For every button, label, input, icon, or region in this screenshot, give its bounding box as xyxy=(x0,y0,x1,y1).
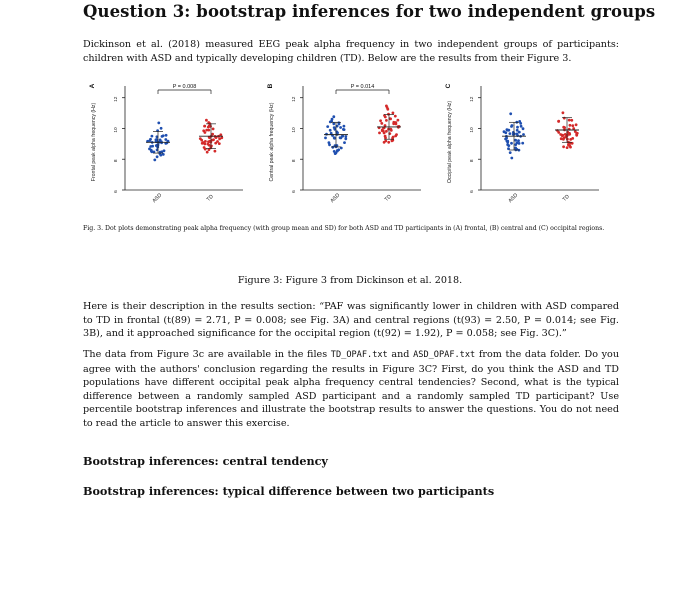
data-point xyxy=(507,129,510,132)
data-point xyxy=(201,142,204,145)
y-tick-label: 12 xyxy=(114,96,119,102)
y-tick-label: 10 xyxy=(114,127,119,133)
data-point xyxy=(562,111,565,114)
data-point xyxy=(392,112,395,115)
data-point xyxy=(332,115,335,118)
data-point xyxy=(384,116,387,119)
data-point xyxy=(205,119,208,122)
data-point xyxy=(164,138,167,141)
data-point xyxy=(338,123,341,126)
data-point xyxy=(206,151,209,154)
figure-caption: Figure 3: Figure 3 from Dickinson et al. 2018. xyxy=(237,275,463,286)
data-point xyxy=(522,133,525,136)
y-tick-label: 10 xyxy=(292,127,297,133)
data-point xyxy=(389,128,392,131)
data-point xyxy=(160,127,163,130)
data-point xyxy=(385,130,388,133)
data-point xyxy=(331,146,334,149)
data-point xyxy=(571,124,574,127)
y-tick-label: 8 xyxy=(292,159,297,163)
data-point xyxy=(385,119,388,122)
data-point xyxy=(203,143,206,146)
data-point xyxy=(207,143,210,146)
x-tick-label: TD xyxy=(205,193,215,203)
p-value-label: P = 0.014 xyxy=(350,84,375,90)
data-point xyxy=(218,142,221,145)
data-point xyxy=(572,127,575,130)
data-point xyxy=(159,139,162,142)
data-point xyxy=(379,119,382,122)
data-point xyxy=(510,157,513,160)
y-tick-label: 6 xyxy=(470,190,475,193)
data-point xyxy=(384,137,387,140)
data-point xyxy=(150,150,153,153)
data-point xyxy=(385,105,388,108)
y-tick-label: 12 xyxy=(470,96,475,102)
data-point xyxy=(199,137,202,140)
data-point xyxy=(215,136,218,139)
data-point xyxy=(504,131,507,134)
data-point xyxy=(387,113,390,116)
data-point xyxy=(211,133,214,136)
data-point xyxy=(202,129,205,132)
data-point xyxy=(510,125,513,128)
data-point xyxy=(344,137,347,140)
data-point xyxy=(209,125,212,128)
data-point xyxy=(574,130,577,133)
data-point xyxy=(149,138,152,141)
data-point xyxy=(569,124,572,127)
data-paragraph xyxy=(83,348,619,430)
data-point xyxy=(521,142,524,145)
y-axis-label: Occipital peak alpha frequency (Hz) xyxy=(447,100,453,184)
data-point xyxy=(163,149,166,152)
data-point xyxy=(203,146,206,149)
intro-paragraph: Dickinson et al. (2018) measured EEG peak alpha frequency in two independent groups of participants: children with ASD and typically developing children (TD). Below are the results from their Figure 3. xyxy=(83,39,619,64)
data-point xyxy=(575,123,578,126)
data-point xyxy=(397,119,400,122)
data-point xyxy=(395,133,398,136)
data-point xyxy=(522,127,525,130)
data-point xyxy=(214,142,217,145)
data-point xyxy=(509,151,512,154)
data-point xyxy=(516,126,519,129)
data-point xyxy=(156,155,159,158)
data-point xyxy=(518,142,521,145)
data-point xyxy=(333,136,336,139)
x-tick-label: ASD xyxy=(507,192,520,205)
data-point xyxy=(566,138,569,141)
data-point xyxy=(507,144,510,147)
x-tick-label: TD xyxy=(561,193,571,203)
data-point xyxy=(563,117,566,120)
data-point xyxy=(516,129,519,132)
results-paragraph: Here is their description in the results section: “PAF was significantly lower in children with ASD compared to TD in frontal (t(89) = 2.71, P = 0.008; see Fig. 3A) and central regions (t(93) = 2.50, P = 0.014; see Fig. 3B), and it approached significance for the occipital region (t(92) = 1.92), P = 0.058; see Fig. 3C).” xyxy=(83,301,619,339)
data-point xyxy=(557,131,560,134)
data-point xyxy=(153,159,156,162)
data-point xyxy=(329,129,332,132)
data-point xyxy=(561,134,564,137)
file-asd: ASD_OPAF.txt xyxy=(413,350,476,360)
data-point xyxy=(157,122,160,125)
p-value-label: P = 0.008 xyxy=(172,84,197,90)
data-point xyxy=(343,125,346,128)
data-point xyxy=(383,132,386,135)
data-point xyxy=(569,146,572,149)
data-point xyxy=(333,126,336,129)
data-point xyxy=(326,125,329,128)
section-central-tendency: Bootstrap inferences: central tendency xyxy=(83,454,328,468)
data-point xyxy=(380,122,383,125)
y-tick-label: 10 xyxy=(470,127,475,133)
y-tick-label: 12 xyxy=(292,96,297,102)
data-text-and: and xyxy=(387,349,414,360)
data-point xyxy=(392,122,395,125)
y-axis-label: Central peak alpha frequency (Hz) xyxy=(269,102,275,182)
data-point xyxy=(520,125,523,128)
data-point xyxy=(557,120,560,123)
data-point xyxy=(340,137,343,140)
question-title: Question 3: bootstrap inferences for two independent groups xyxy=(83,2,656,21)
data-point xyxy=(575,133,578,136)
panel-letter: A xyxy=(89,83,96,89)
data-point xyxy=(162,134,165,137)
data-point xyxy=(336,150,339,153)
y-tick-label: 6 xyxy=(114,190,119,193)
data-point xyxy=(339,126,342,129)
y-tick-label: 6 xyxy=(292,190,297,193)
data-point xyxy=(570,119,573,122)
panel-letter: B xyxy=(267,83,274,89)
data-point xyxy=(516,133,519,136)
data-point xyxy=(394,115,397,118)
data-point xyxy=(378,132,381,135)
data-point xyxy=(149,145,152,148)
data-point xyxy=(381,129,384,132)
data-point xyxy=(343,128,346,131)
data-point xyxy=(332,122,335,125)
data-point xyxy=(328,143,331,146)
x-tick-label: TD xyxy=(383,193,393,203)
dot-plot-figure xyxy=(83,78,619,208)
data-point xyxy=(148,148,151,151)
data-point xyxy=(562,145,565,148)
data-point xyxy=(214,150,217,153)
y-tick-label: 8 xyxy=(470,159,475,163)
data-point xyxy=(212,128,215,131)
data-point xyxy=(568,119,571,122)
figure-source-caption: Fig. 3. Dot plots demonstrating peak alpha frequency (with group mean and SD) for both ASD and TD participants in (A) frontal, (B) central and (C) occipital regions. xyxy=(83,225,605,232)
data-point xyxy=(324,137,327,140)
y-tick-label: 8 xyxy=(114,159,119,163)
data-point xyxy=(159,152,162,155)
data-point xyxy=(566,146,569,149)
y-axis-label: Frontal peak alpha frequency (Hz) xyxy=(91,102,97,182)
data-point xyxy=(565,135,568,138)
data-point xyxy=(343,141,346,144)
data-point xyxy=(387,141,390,144)
file-td: TD_OPAF.txt xyxy=(330,350,388,360)
data-text-b: from the data folder. Do you agree with the authors' conclusion regarding the results in Figure 3C? First, do you think the ASD and TD populations have different occipital peak alpha frequency central tendencies? Second, what is the typical difference between a randomly sampled ASD participant and a randomly sampled TD participant? Use percentile bootstrap inferences and illustrate the bootstrap results to answer the questions. You do not need to read the article to answer this exercise. xyxy=(83,349,620,429)
x-tick-label: ASD xyxy=(151,192,164,205)
data-point xyxy=(509,132,512,135)
section-typical-difference: Bootstrap inferences: typical difference between two participants xyxy=(83,484,495,498)
data-point xyxy=(514,139,517,142)
data-point xyxy=(207,129,210,132)
data-point xyxy=(519,122,522,125)
panel-letter: C xyxy=(445,83,452,89)
x-tick-label: ASD xyxy=(329,192,342,205)
data-point xyxy=(220,136,223,139)
data-text-a: The data from Figure 3c are available in the files xyxy=(83,349,331,360)
data-point xyxy=(151,135,154,138)
data-point xyxy=(517,139,520,142)
data-point xyxy=(383,141,386,144)
data-point xyxy=(203,125,206,128)
data-point xyxy=(165,134,168,137)
data-point xyxy=(509,112,512,115)
data-point xyxy=(563,126,566,129)
data-point xyxy=(569,138,572,141)
data-point xyxy=(212,138,215,141)
data-point xyxy=(506,140,509,143)
figure-3 xyxy=(83,78,619,208)
data-point xyxy=(510,142,513,145)
data-point xyxy=(334,152,337,155)
